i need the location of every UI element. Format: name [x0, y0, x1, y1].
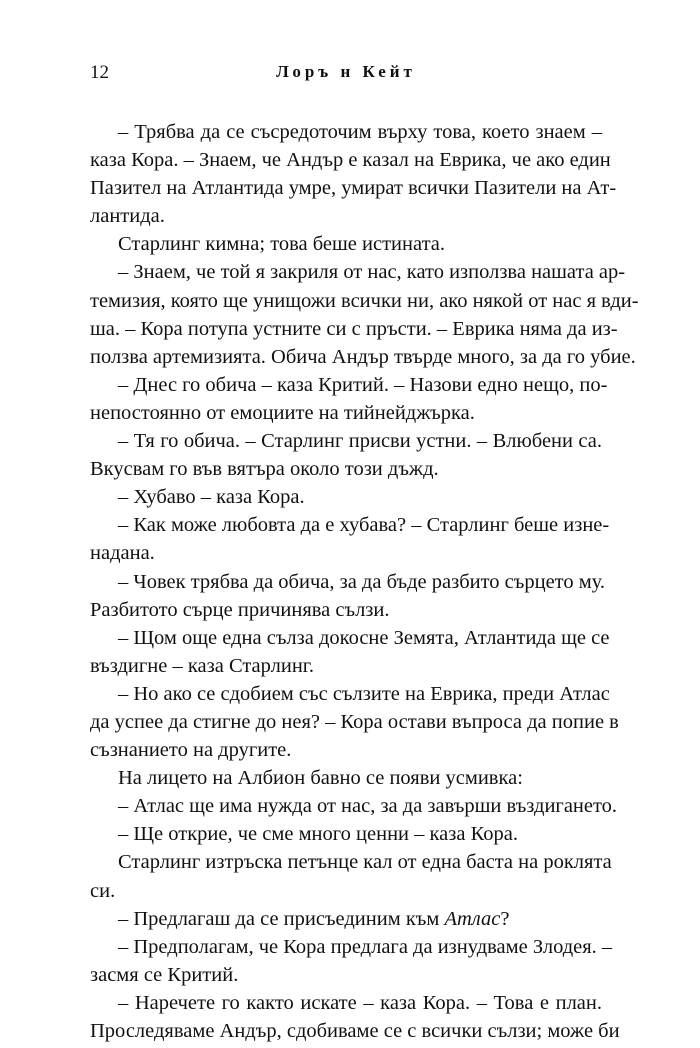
text-line: – Хубаво – каза Кора. — [118, 486, 305, 509]
body-text — [90, 118, 639, 1045]
text-segment: – Предлагаш да се присъединим към — [118, 907, 445, 930]
text-line: темизия, която ще унищожи всички ни, ако някой от нас я вди- — [90, 289, 639, 312]
text-segment: ? — [500, 907, 510, 930]
text-line: ползва артемизията. Обича Андър твърде много, за да го убие. — [90, 345, 636, 368]
running-head — [90, 62, 602, 86]
text-line: Вкусвам го във вятъра около този дъжд. — [90, 458, 439, 481]
text-line: въздигне – каза Старлинг. — [90, 654, 315, 677]
text-line: лантида. — [90, 205, 165, 228]
text-line: съзнанието на другите. — [90, 739, 292, 762]
text-line: – Днес го обича – каза Критий. – Назови едно нещо, по- — [118, 373, 608, 396]
text-line: – Наречете го както искате – каза Кора. – Това е план. — [118, 991, 602, 1014]
running-title: Лоръ н Кейт — [276, 62, 416, 81]
text-line: – Знаем, че той я закриля от нас, като използва нашата ар- — [118, 261, 626, 284]
text-line: да успее да стигне до нея? – Кора остави въпроса да попие в — [90, 710, 619, 733]
text-line: – Но ако се сдобием със сълзите на Еврика, преди Атлас — [118, 682, 610, 705]
text-line: Старлинг кимна; това беше истината. — [118, 233, 445, 256]
text-line: – Щом още една сълза докосне Земята, Атлантида ще се — [118, 626, 610, 649]
text-line: засмя се Критий. — [90, 963, 239, 986]
italic-title: Атлас — [444, 907, 501, 930]
text-line: Старлинг изтръска петънце кал от една баста на роклята — [118, 851, 612, 874]
text-line: – Атлас ще има нужда от нас, за да завърши въздигането. — [118, 795, 618, 818]
text-line: – Ще открие, че сме много ценни – каза Кора. — [118, 823, 518, 846]
text-line: си. — [90, 879, 116, 902]
text-line — [90, 905, 602, 933]
text-line: – Предполагам, че Кора предлага да изнудваме Злодея. – — [118, 935, 613, 958]
text-line: – Трябва да се съсредоточим върху това, което знаем – — [118, 121, 602, 143]
text-line: – Човек трябва да обича, за да бъде разбито сърцето му. — [118, 570, 606, 593]
text-line: каза Кора. – Знаем, че Андър е казал на Еврика, че ако един — [90, 149, 611, 172]
page-number: 12 — [90, 62, 109, 83]
text-line: Разбитото сърце причинява сълзи. — [90, 598, 390, 621]
text-line: ша. – Кора потупа устните си с пръсти. – Еврика няма да из- — [90, 317, 618, 340]
text-line: Проследяваме Андър, сдобиваме се с всички сълзи; може би — [90, 1020, 620, 1042]
text-line: – Как може любовта да е хубава? – Старлинг беше изне- — [118, 514, 610, 537]
text-line: надана. — [90, 542, 155, 565]
text-line: Пазител на Атлантида умре, умират всички Пазители на Ат- — [90, 177, 617, 200]
text-line: непостоянно от емоциите на тийнейджърка. — [90, 401, 475, 424]
text-line: – Тя го обича. – Старлинг присви устни. – Влюбени са. — [118, 430, 602, 453]
text-line: На лицето на Албион бавно се появи усмивка: — [118, 767, 523, 790]
